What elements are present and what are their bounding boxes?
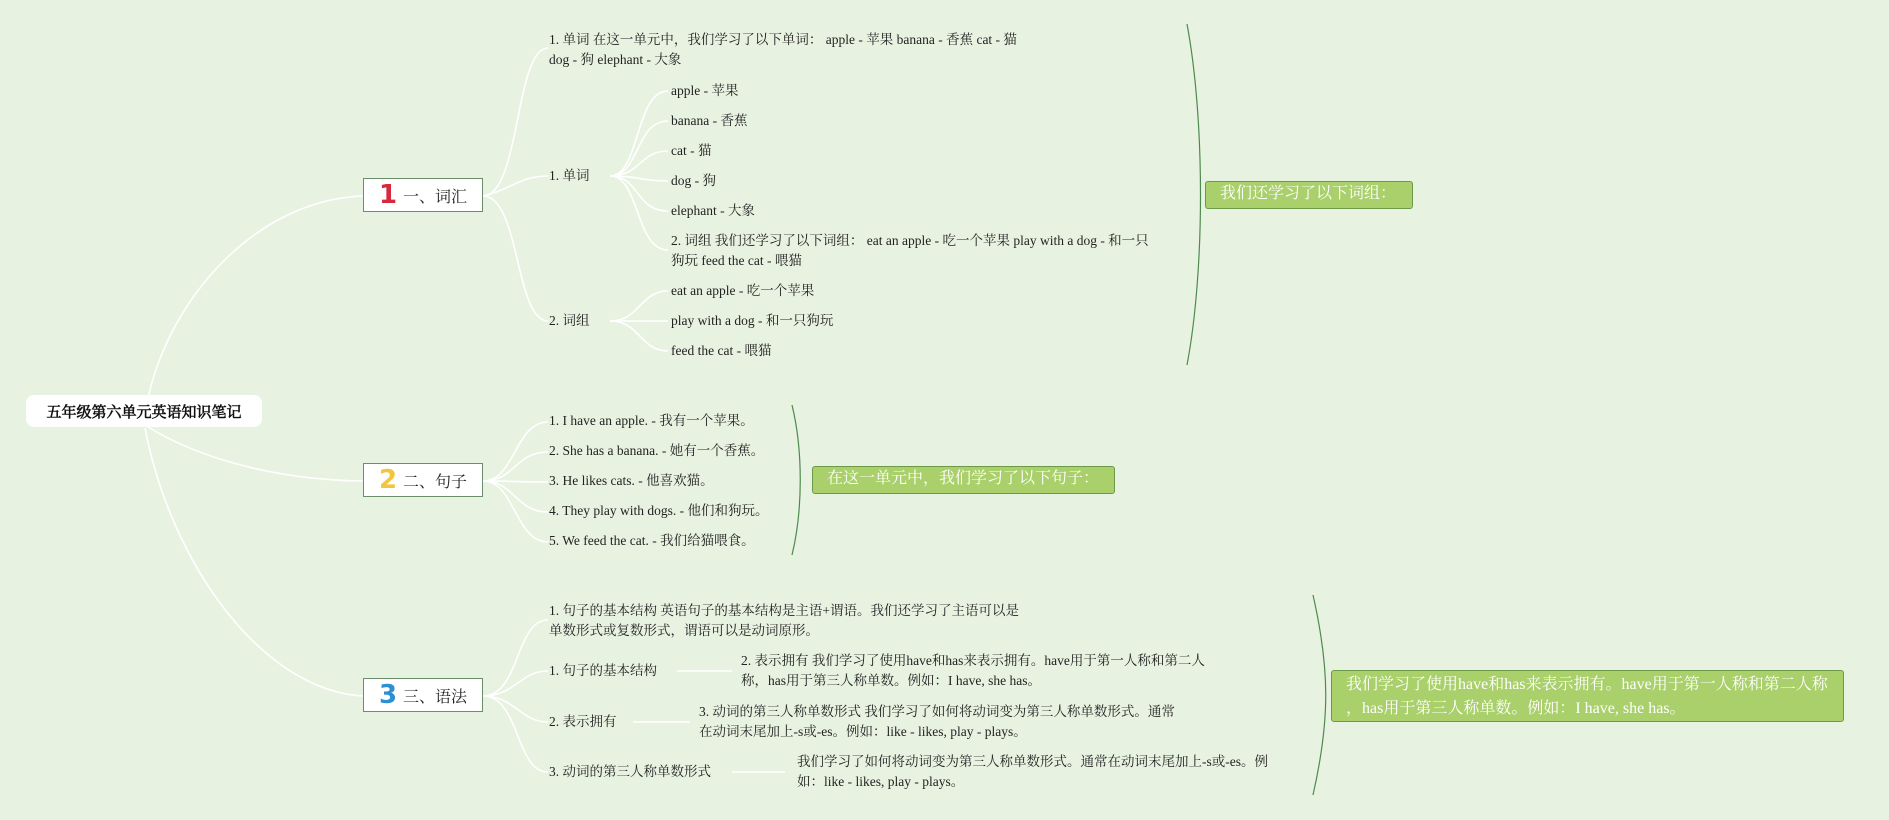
sentence-item[interactable]: 2. She has a banana. - 她有一个香蕉。 xyxy=(549,443,765,458)
grammar-third-person-text[interactable] xyxy=(699,702,1175,742)
grammar-third-person-node[interactable]: 3. 动词的第三人称单数形式 xyxy=(549,764,711,779)
vocab-word-item[interactable]: banana - 香蕉 xyxy=(671,113,748,128)
grammar-third-person-detail[interactable] xyxy=(797,752,1268,792)
node-text-line: 2. 表示拥有 我们学习了使用have和has来表示拥有。have用于第一人称和第二人 xyxy=(741,653,1205,668)
vocab-phrase-item[interactable]: feed the cat - 喂猫 xyxy=(671,343,772,358)
summary-text-line: 我们学习了使用have和has来表示拥有。have用于第一人称和第二人称 xyxy=(1346,676,1828,693)
branch-vocabulary[interactable] xyxy=(363,178,483,212)
vocab-phrase-item[interactable]: play with a dog - 和一只狗玩 xyxy=(671,313,834,328)
sentence-item[interactable]: 4. They play with dogs. - 他们和狗玩。 xyxy=(549,503,769,518)
vocab-word-item[interactable]: cat - 猫 xyxy=(671,143,712,158)
grammar-intro-node[interactable] xyxy=(549,601,1019,641)
vocab-words-node[interactable]: 1. 单词 xyxy=(549,168,590,183)
node-text-line: 1. 句子的基本结构 英语句子的基本结构是主语+谓语。我们还学习了主语可以是 xyxy=(549,603,1019,618)
branch-label: 一、词汇 xyxy=(403,186,468,206)
root-topic[interactable] xyxy=(26,395,262,427)
node-text-line: 狗玩 feed the cat - 喂猫 xyxy=(671,253,802,268)
vocab-word-item[interactable]: apple - 苹果 xyxy=(671,83,739,98)
grammar-structure-node[interactable]: 1. 句子的基本结构 xyxy=(549,663,657,678)
sentence-item[interactable]: 3. He likes cats. - 他喜欢猫。 xyxy=(549,473,714,488)
number-three-icon: 3 xyxy=(378,680,398,710)
sentence-item[interactable]: 1. I have an apple. - 我有一个苹果。 xyxy=(549,413,754,428)
branch-label: 三、语法 xyxy=(403,686,468,706)
node-text-line: 3. 动词的第三人称单数形式 我们学习了如何将动词变为第三人称单数形式。通常 xyxy=(699,704,1175,719)
summary-text-line: ，has用于第三人称单数。例如：I have, she has。 xyxy=(1346,700,1686,717)
node-text-line: 在动词末尾加上-s或-es。例如：like - likes, play - plays。 xyxy=(699,724,1027,739)
node-text-line: 单数形式或复数形式，谓语可以是动词原形。 xyxy=(549,623,819,638)
branch-label: 二、句子 xyxy=(403,471,468,491)
node-text-line: 我们学习了如何将动词变为第三人称单数形式。通常在动词末尾加上-s或-es。例 xyxy=(797,754,1268,769)
vocab-intro-node[interactable] xyxy=(549,30,1017,70)
branch-grammar[interactable] xyxy=(363,678,483,712)
node-text-line: 称，has用于第三人称单数。例如：I have, she has。 xyxy=(741,673,1041,688)
grammar-possession-text[interactable] xyxy=(741,651,1205,691)
branch-sentences[interactable] xyxy=(363,463,483,497)
vocab-phrase-intro-node[interactable] xyxy=(671,231,1149,271)
vocab-summary[interactable]: 我们还学习了以下词组： xyxy=(1205,181,1413,209)
root-title: 五年级第六单元英语知识笔记 xyxy=(46,402,242,421)
number-one-icon: 1 xyxy=(378,180,398,210)
node-text-line: 2. 词组 我们还学习了以下词组： eat an apple - 吃一个苹果 play with a dog - 和一只 xyxy=(671,233,1149,248)
vocab-word-item[interactable]: elephant - 大象 xyxy=(671,203,755,218)
sentence-item[interactable]: 5. We feed the cat. - 我们给猫喂食。 xyxy=(549,533,755,548)
node-text-line: 如：like - likes, play - plays。 xyxy=(797,774,965,789)
node-text-line: dog - 狗 elephant - 大象 xyxy=(549,52,682,67)
node-text-line: 1. 单词 在这一单元中，我们学习了以下单词： apple - 苹果 banana - 香蕉 cat - 猫 xyxy=(549,32,1017,47)
grammar-summary[interactable] xyxy=(1331,670,1844,722)
sentences-summary[interactable]: 在这一单元中，我们学习了以下句子： xyxy=(812,466,1115,494)
number-two-icon: 2 xyxy=(378,465,398,495)
vocab-phrase-item[interactable]: eat an apple - 吃一个苹果 xyxy=(671,283,815,298)
vocab-phrases-node[interactable]: 2. 词组 xyxy=(549,313,590,328)
grammar-possession-node[interactable]: 2. 表示拥有 xyxy=(549,714,617,729)
vocab-word-item[interactable]: dog - 狗 xyxy=(671,173,716,188)
